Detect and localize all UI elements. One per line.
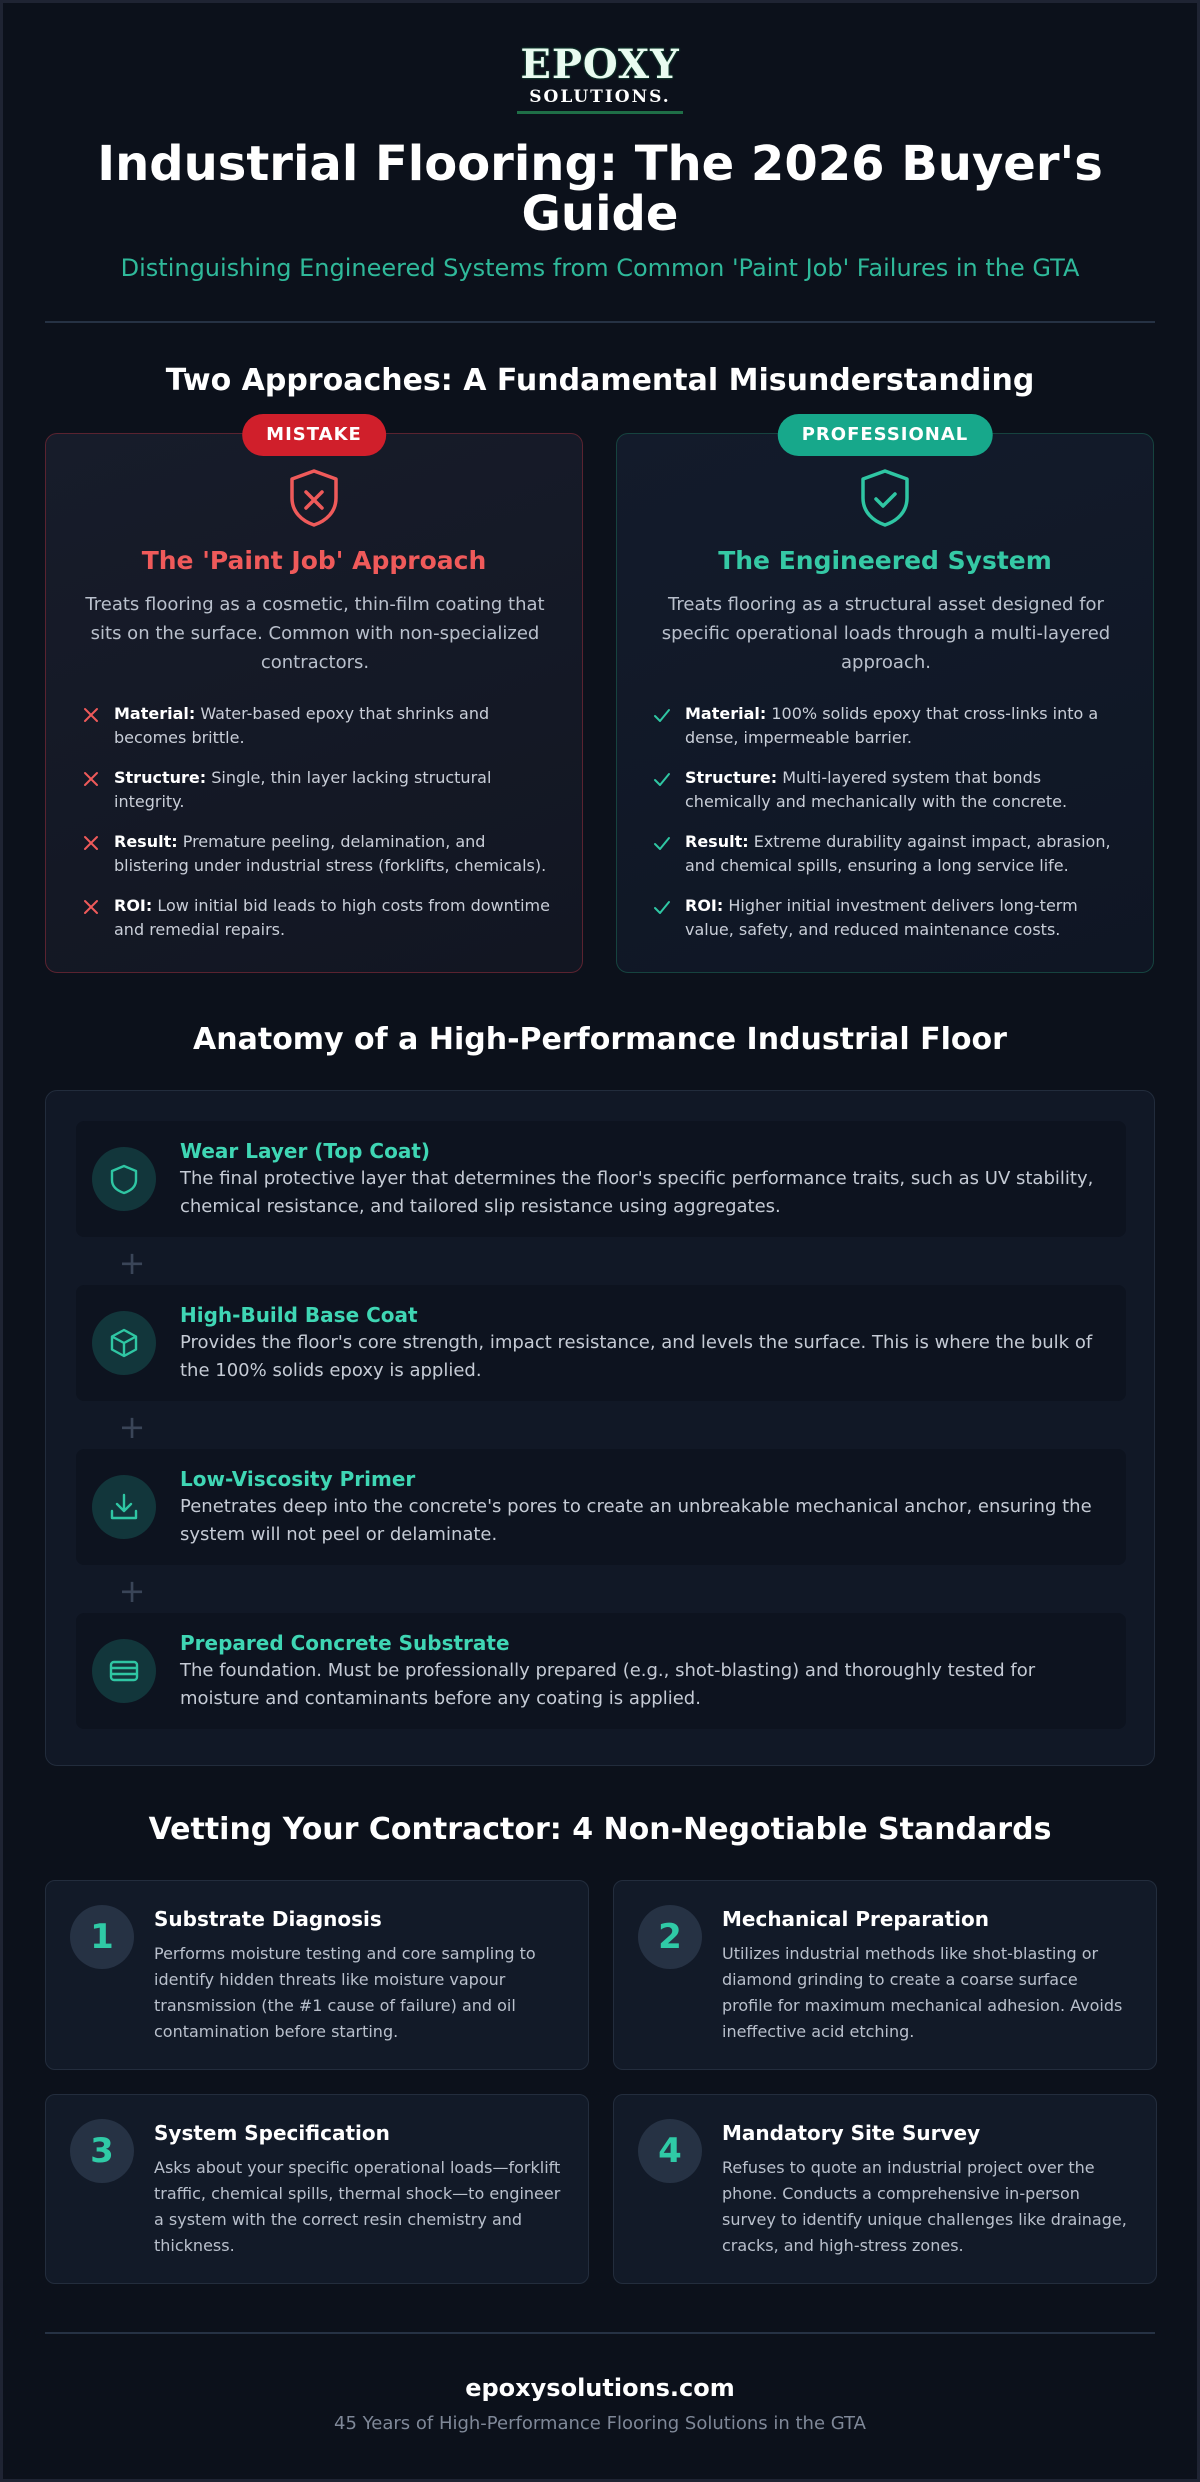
list-item-label: Result: [114, 832, 178, 851]
layer-description: Penetrates deep into the concrete's pores to create an unbreakable mechanical anchor, ensuring the system will not peel or delaminate. [180, 1496, 1092, 1545]
professional-badge: PROFESSIONAL [778, 414, 993, 456]
standard-number: 2 [638, 1905, 702, 1969]
list-item-text: Low initial bid leads to high costs from downtime and remedial repairs. [114, 896, 550, 939]
layer-title: Low-Viscosity Primer [180, 1467, 416, 1491]
check-icon [653, 706, 671, 724]
layer-description: The final protective layer that determines the floor's specific performance traits, such as UV stability, chemical resistance, and tailored slip resistance using aggregates. [180, 1168, 1094, 1217]
list-item-label: Material: [685, 704, 767, 723]
list-item [80, 766, 560, 830]
list-item [651, 766, 1131, 830]
professional-list [651, 702, 1131, 958]
infographic [3, 3, 1197, 2479]
x-icon [82, 834, 100, 852]
standard-description: Utilizes industrial methods like shot-blasting or diamond grinding to create a coarse surface profile for maximum mechanical adhesion. Avoids ineffective acid etching. [722, 1944, 1123, 2041]
check-icon [653, 898, 671, 916]
standard-title: Substrate Diagnosis [154, 1907, 382, 1931]
x-icon [82, 706, 100, 724]
layer-description: The foundation. Must be professionally prepared (e.g., shot-blasting) and thoroughly tested for moisture and contaminants before any coating is applied. [180, 1660, 1036, 1709]
list-item-text: Multi-layered system that bonds chemically and mechanically with the concrete. [685, 768, 1068, 811]
list-item-label: Result: [685, 832, 749, 851]
shield-x-icon [288, 468, 340, 528]
layer-primer [76, 1449, 1126, 1565]
standard-card [613, 1880, 1157, 2070]
list-item-label: Material: [114, 704, 196, 723]
standard-number: 4 [638, 2119, 702, 2183]
standard-description: Performs moisture testing and core sampling to identify hidden threats like moisture vapour transmission (the #1 cause of failure) and oil contamination before starting. [154, 1944, 536, 2041]
standard-number: 1 [70, 1905, 134, 1969]
layer-title: Wear Layer (Top Coat) [180, 1139, 431, 1163]
mistake-card [45, 424, 583, 973]
plus-icon: + [118, 1572, 146, 1610]
mistake-badge: MISTAKE [242, 414, 386, 456]
page-title: Industrial Flooring: The 2026 Buyer's Guide [97, 136, 1103, 242]
list-item-text: Single, thin layer lacking structural integrity. [114, 768, 492, 811]
list-item-text: Water-based epoxy that shrinks and becomes brittle. [114, 704, 490, 747]
download-icon [92, 1475, 156, 1539]
standard-number: 3 [70, 2119, 134, 2183]
comparison-section-title: Two Approaches: A Fundamental Misunderstanding [165, 363, 1035, 398]
professional-card-description: Treats flooring as a structural asset designed for specific operational loads through a multi-layered approach. [661, 594, 1111, 673]
standard-card [613, 2094, 1157, 2284]
list-item [651, 830, 1131, 894]
cube-icon [92, 1311, 156, 1375]
layer-title: Prepared Concrete Substrate [180, 1631, 510, 1655]
list-item-label: Structure: [114, 768, 207, 787]
list-item-label: ROI: [685, 896, 724, 915]
mistake-card-title: The 'Paint Job' Approach [141, 546, 487, 575]
standards-section-title: Vetting Your Contractor: 4 Non-Negotiable Standards [148, 1812, 1052, 1847]
standard-title: Mandatory Site Survey [722, 2121, 981, 2145]
check-icon [653, 834, 671, 852]
professional-card [616, 424, 1154, 973]
layer-substrate [76, 1613, 1126, 1729]
standard-description: Refuses to quote an industrial project over the phone. Conducts a comprehensive in-person survey to identify unique challenges like drainage, cracks, and high-stress zones. [722, 2158, 1127, 2255]
standard-card [45, 1880, 589, 2070]
logo-underline [517, 111, 683, 114]
layer-base-coat [76, 1285, 1126, 1401]
list-item [80, 894, 560, 958]
x-icon [82, 898, 100, 916]
anatomy-panel [45, 1090, 1155, 1766]
anatomy-section-title: Anatomy of a High-Performance Industrial Floor [193, 1022, 1007, 1057]
footer-website-link[interactable]: epoxysolutions.com [465, 2374, 735, 2402]
list-item-text: Extreme durability against impact, abrasion, and chemical spills, ensuring a long service life. [685, 832, 1111, 875]
list-item-text: 100% solids epoxy that cross-links into a dense, impermeable barrier. [685, 704, 1099, 747]
mistake-list [80, 702, 560, 958]
layers-icon [92, 1639, 156, 1703]
list-item [651, 894, 1131, 958]
shield-check-icon [859, 468, 911, 528]
shield-icon [92, 1147, 156, 1211]
standard-description: Asks about your specific operational loads—forklift traffic, chemical spills, thermal shock—to engineer a system with the correct resin chemistry and thickness. [154, 2158, 561, 2255]
list-item [80, 702, 560, 766]
professional-card-title: The Engineered System [718, 546, 1052, 575]
footer-divider [45, 2332, 1155, 2334]
brand-logo [3, 43, 1197, 114]
check-icon [653, 770, 671, 788]
page-subtitle: Distinguishing Engineered Systems from Common 'Paint Job' Failures in the GTA [120, 254, 1080, 282]
list-item [80, 830, 560, 894]
standard-title: System Specification [154, 2121, 390, 2145]
mistake-card-description: Treats flooring as a cosmetic, thin-film coating that sits on the surface. Common with non-specialized contractors. [85, 594, 545, 673]
standard-card [45, 2094, 589, 2284]
x-icon [82, 770, 100, 788]
list-item-text: Higher initial investment delivers long-term value, safety, and reduced maintenance costs. [685, 896, 1078, 939]
plus-icon: + [118, 1244, 146, 1282]
layer-description: Provides the floor's core strength, impact resistance, and levels the surface. This is where the bulk of the 100% solids epoxy is applied. [180, 1332, 1093, 1381]
list-item-label: ROI: [114, 896, 153, 915]
logo-sub-text: SOLUTIONS. [529, 87, 671, 107]
header-divider [45, 321, 1155, 323]
layer-title: High-Build Base Coat [180, 1303, 418, 1327]
footer-tagline: 45 Years of High-Performance Flooring Solutions in the GTA [334, 2413, 866, 2434]
list-item-text: Premature peeling, delamination, and blistering under industrial stress (forklifts, chemicals). [114, 832, 547, 875]
logo-main-text: EPOXY [520, 41, 680, 88]
layer-wear [76, 1121, 1126, 1237]
standard-title: Mechanical Preparation [722, 1907, 989, 1931]
list-item [651, 702, 1131, 766]
list-item-label: Structure: [685, 768, 778, 787]
plus-icon: + [118, 1408, 146, 1446]
